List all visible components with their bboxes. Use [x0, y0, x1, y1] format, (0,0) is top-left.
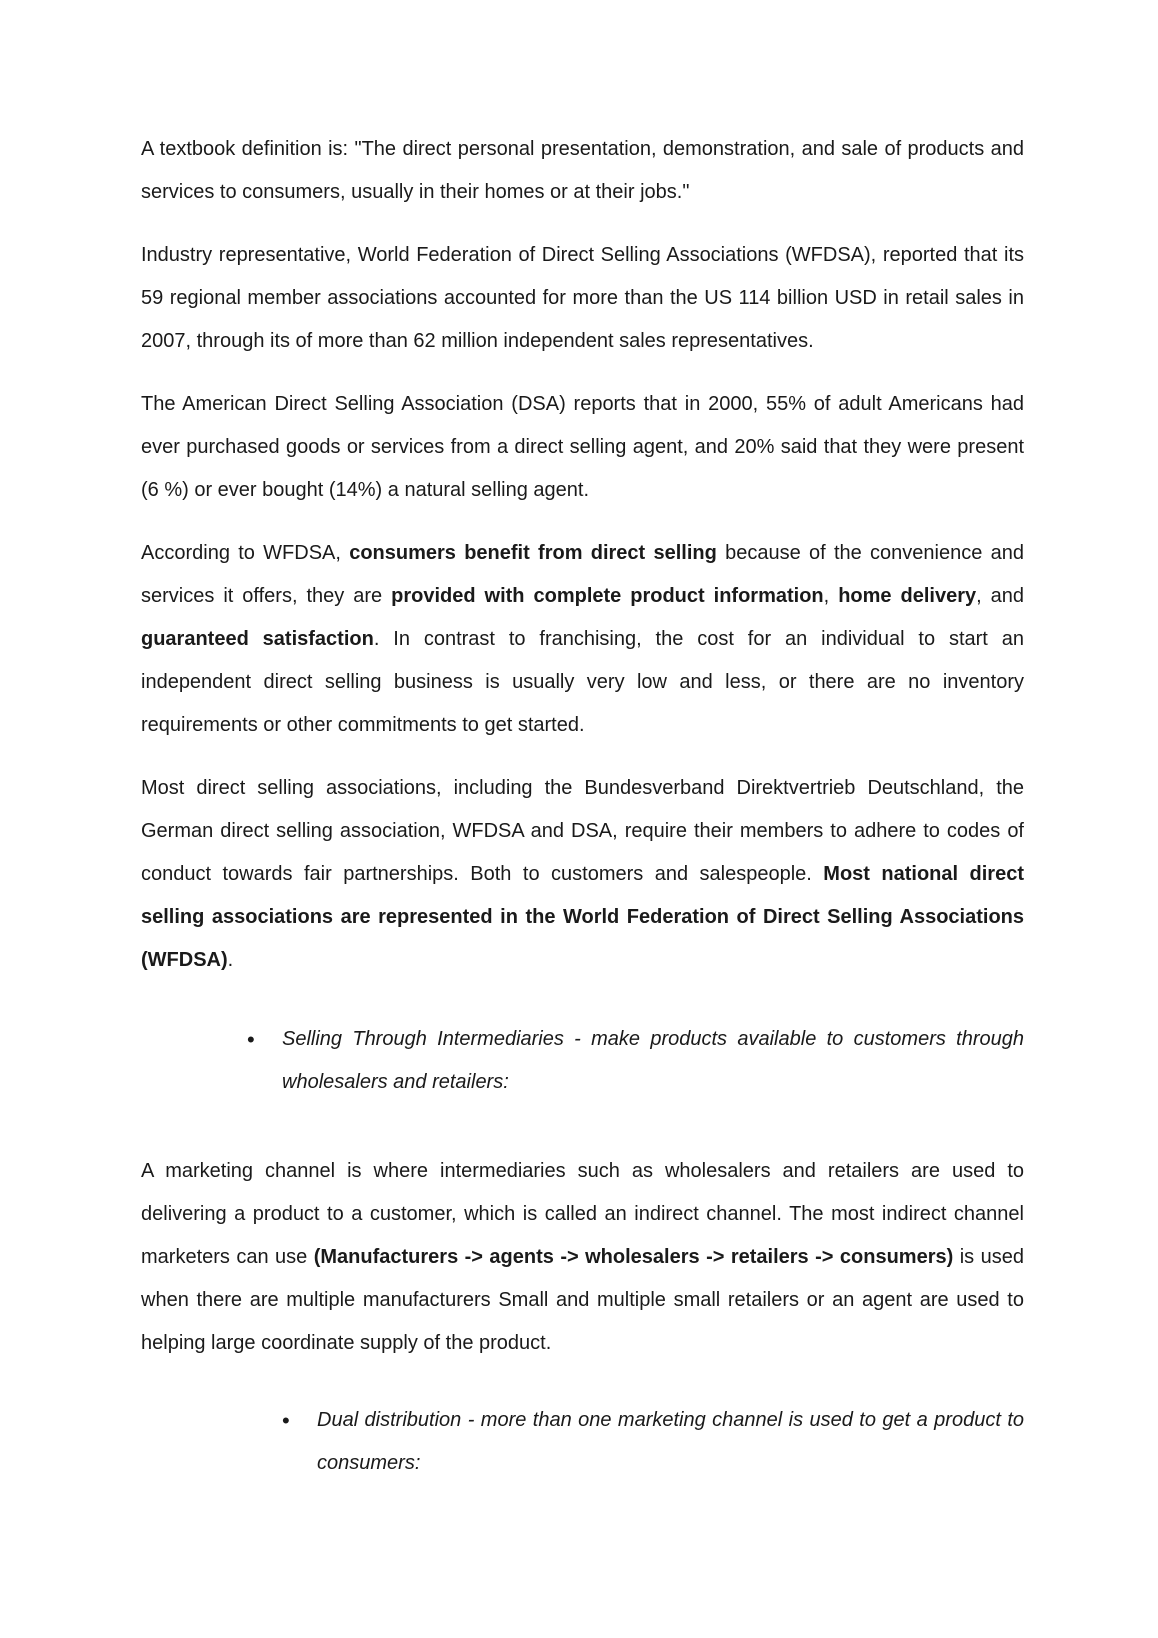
paragraph-text: A marketing channel is where intermediaries such as wholesalers and retailers are used to delivering a product to a customer, which is called an indirect channel. The most indirect channel marketers can use	[141, 1160, 1024, 1268]
bold-text: provided with complete product information	[391, 585, 824, 607]
paragraph-text: is used when there are multiple manufacturers Small and multiple small retailers or an agent are used to helping large coordinate supply of the product.	[141, 1246, 1024, 1354]
paragraph-consumer-benefits	[141, 532, 1024, 747]
paragraph-wfdsa-report	[141, 234, 1024, 363]
bold-text: consumers benefit from direct selling	[349, 542, 717, 564]
paragraph-text: According to WFDSA,	[141, 542, 350, 564]
bullet-text: Selling Through Intermediaries - make products available to customers through wholesalers and retailers:	[282, 1028, 1024, 1093]
bullet-icon: •	[247, 1027, 255, 1052]
paragraph-text: . In contrast to franchising, the cost for an individual to start an independent direct selling business is usually very low and less, or there are no inventory requirements or other commitments to get started.	[141, 628, 1024, 736]
paragraph-dsa-report	[141, 383, 1024, 512]
paragraph-text: The American Direct Selling Association (DSA) reports that in 2000, 55% of adult Americans had ever purchased goods or services from a direct selling agent, and 20% said that they were present (6 %) or ever bought (14%) a natural selling agent.	[141, 393, 1024, 501]
paragraph-text: .	[227, 949, 234, 971]
paragraph-text: A textbook definition is: "The direct personal presentation, demonstration, and sale of products and services to consumers, usually in their homes or at their jobs."	[141, 138, 1024, 203]
bold-text: guaranteed satisfaction	[141, 628, 374, 650]
paragraph-marketing-channel	[141, 1150, 1024, 1365]
bullet-text: Dual distribution - more than one marketing channel is used to get a product to consumers:	[317, 1409, 1024, 1474]
document-page	[141, 128, 1024, 1485]
bullet-item-dual-distribution	[282, 1399, 1024, 1485]
paragraph-text: , and	[976, 585, 1025, 607]
bold-text: home delivery	[838, 585, 977, 607]
bold-text: Most national direct selling associations are represented in the World Federation of Direct Selling Associations (WFDSA)	[141, 863, 1024, 971]
bold-text: (Manufacturers -> agents -> wholesalers -> retailers -> consumers)	[313, 1246, 954, 1268]
paragraph-text: ,	[823, 585, 839, 607]
paragraph-text: Most direct selling associations, including the Bundesverband Direktvertrieb Deutschland, the German direct selling association, WFDSA and DSA, require their members to adhere to codes of conduct towards fair partnerships. Both to customers and salespeople.	[141, 777, 1024, 885]
paragraph-associations	[141, 767, 1024, 982]
paragraph-text: because of the convenience and services it offers, they are	[141, 542, 1024, 607]
paragraph-textbook-definition	[141, 128, 1024, 214]
bullet-item-intermediaries	[247, 1018, 1024, 1104]
bullet-icon: •	[282, 1408, 290, 1433]
paragraph-text: Industry representative, World Federation of Direct Selling Associations (WFDSA), reported that its 59 regional member associations accounted for more than the US 114 billion USD in retail sales in 2007, through its of more than 62 million independent sales representatives.	[141, 244, 1024, 352]
